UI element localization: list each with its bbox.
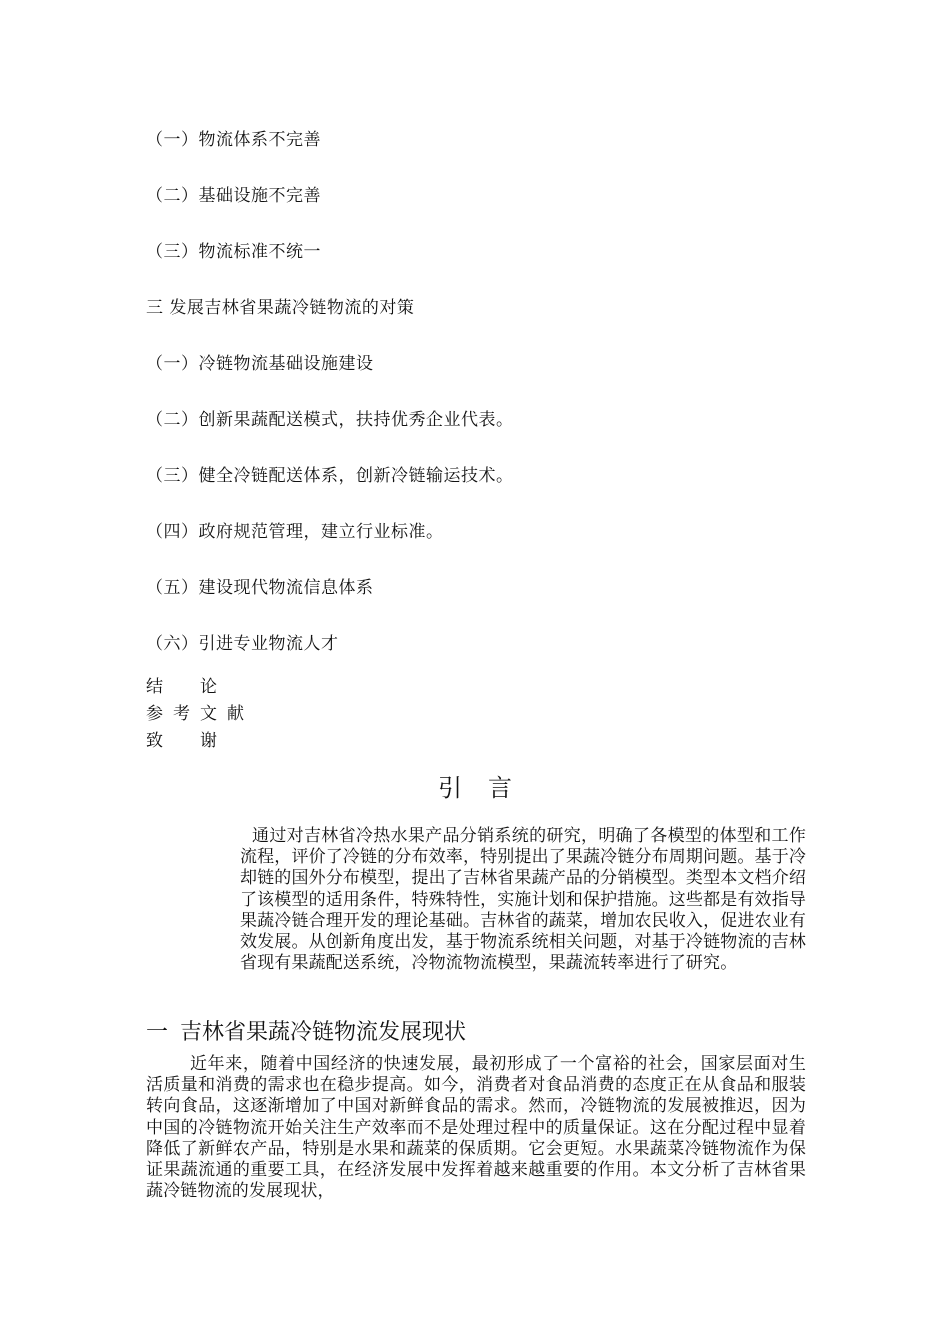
section-number: 一 [146, 1020, 169, 1045]
intro-abstract: 通过对吉林省冷热水果产品分销系统的研究，明确了各模型的体型和工作流程，评价了冷链的分布效率，特别提出了果蔬冷链分布周期问题。基于冷却链的国外分布模型，提出了吉林省果蔬产品的分销模型。类型本文档介绍了该模型的适用条件，特殊特性，实施计划和保护措施。这些都是有效指导果蔬冷链合理开发的理论基础。吉林省的蔬菜，增加农民收入，促进农业有效发展。从创新角度出发，基于物流系统相关问题，对基于冷链物流的吉林省现有果蔬配送系统，冷物流物流模型，果蔬流转率进行了研究。 [240, 826, 806, 974]
toc-item: （五）建设现代物流信息体系 [146, 578, 374, 598]
toc-references: 参考文献 [146, 704, 254, 724]
toc-item: （三）健全冷链配送体系，创新冷链输运技术。 [146, 466, 514, 486]
toc-item: （三）物流标准不统一 [146, 242, 321, 262]
intro-title: 引言 [438, 774, 538, 802]
toc-item: （六）引进专业物流人才 [146, 634, 339, 654]
section-title-text: 吉林省果蔬冷链物流发展现状 [180, 1020, 467, 1045]
toc-item: （二）创新果蔬配送模式，扶持优秀企业代表。 [146, 410, 514, 430]
section-heading [146, 1018, 466, 1048]
toc-item: （四）政府规范管理，建立行业标准。 [146, 522, 444, 542]
toc-item: （二）基础设施不完善 [146, 186, 321, 206]
section-body-paragraph: 近年来，随着中国经济的快速发展，最初形成了一个富裕的社会，国家层面对生活质量和消费的需求也在稳步提高。如今，消费者对食品消费的态度正在从食品和服装转向食品，这逐渐增加了中国对新鲜食品的需求。然而，冷链物流的发展被推迟，因为中国的冷链物流开始关注生产效率而不是处理过程中的质量保证。这在分配过程中显着降低了新鲜农产品，特别是水果和蔬菜的保质期。它会更短。水果蔬菜冷链物流作为保证果蔬流通的重要工具，在经济发展中发挥着越来越重要的作用。本文分析了吉林省果蔬冷链物流的发展现状， [146, 1054, 806, 1202]
toc-item: （一）物流体系不完善 [146, 130, 321, 150]
toc-conclusion: 结论 [146, 677, 254, 697]
toc-acknowledgements: 致谢 [146, 731, 254, 751]
toc-item: （一）冷链物流基础设施建设 [146, 354, 374, 374]
toc-chapter: 三 发展吉林省果蔬冷链物流的对策 [146, 298, 415, 318]
